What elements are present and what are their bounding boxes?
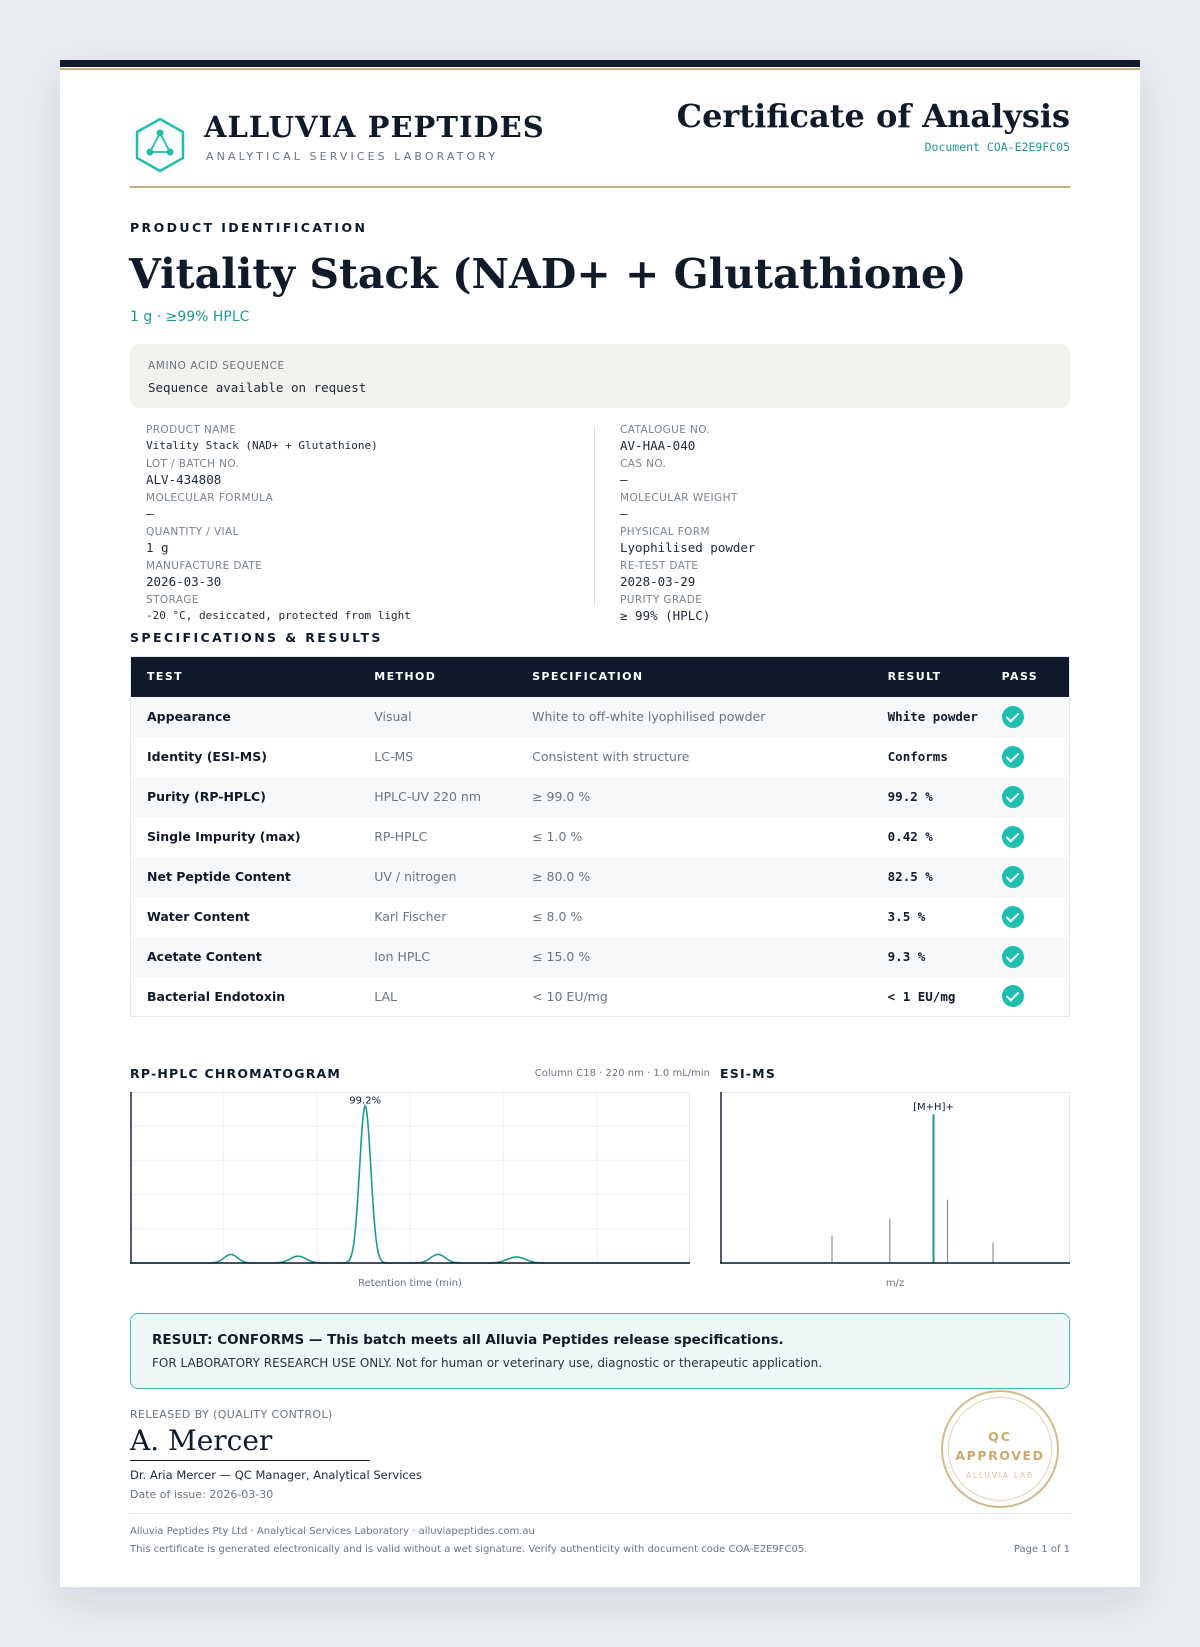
footer-validity-note: This certificate is generated electronically and is valid without a wet signature. Verify authenticity with document code COA-E2E9FC05. xyxy=(130,1544,808,1555)
field-label: STORAGE xyxy=(146,594,199,606)
hplc-chart-title: RP-HPLC CHROMATOGRAM xyxy=(130,1066,342,1081)
document-title: Certificate of Analysis xyxy=(676,97,1070,135)
field-physical-form xyxy=(620,526,1060,556)
check-circle-icon xyxy=(1002,706,1024,728)
check-circle-icon xyxy=(1002,906,1024,928)
cell-result: 82.5 % xyxy=(887,869,933,884)
field-label: MOLECULAR WEIGHT xyxy=(620,492,738,504)
certificate-page xyxy=(60,60,1140,1587)
column-header-result: RESULT xyxy=(887,670,942,684)
cell-pass xyxy=(986,857,1070,897)
cell-method: LAL xyxy=(374,988,398,1004)
cell-pass xyxy=(986,777,1070,817)
section-label-specs: SPECIFICATIONS & RESULTS xyxy=(130,630,383,645)
column-header-method: METHOD xyxy=(374,670,437,684)
cell-method: HPLC-UV 220 nm xyxy=(374,789,481,804)
esims-chart-title: ESI-MS xyxy=(720,1066,777,1081)
cell-specification: ≤ 8.0 % xyxy=(532,909,583,924)
field-purity-grade xyxy=(620,594,1060,624)
issue-date: Date of issue: 2026-03-30 xyxy=(130,1488,274,1501)
field-value: 2028-03-29 xyxy=(620,574,696,589)
field-value: 1 g xyxy=(146,540,169,555)
product-fields xyxy=(130,424,1070,624)
qc-approved-stamp xyxy=(941,1390,1059,1508)
field-value: -20 °C, desiccated, protected from light xyxy=(146,609,411,622)
brand-subtitle: ANALYTICAL SERVICES LABORATORY xyxy=(206,150,499,163)
field-quantity xyxy=(146,526,586,556)
cell-specification: ≤ 15.0 % xyxy=(532,949,591,964)
column-header-pass: PASS xyxy=(1001,670,1039,684)
product-title: Vitality Stack (NAD+ + Glutathione) xyxy=(129,250,967,298)
cell-pass xyxy=(986,697,1070,737)
table-row xyxy=(131,697,1070,737)
table-row xyxy=(131,737,1070,777)
field-lot-number xyxy=(146,458,586,488)
field-label: LOT / BATCH NO. xyxy=(146,458,240,470)
hplc-chromatogram-chart xyxy=(130,1092,690,1264)
cell-test: Water Content xyxy=(147,909,250,924)
cell-test: Appearance xyxy=(147,709,231,724)
cell-test: Bacterial Endotoxin xyxy=(147,988,286,1004)
signature-line xyxy=(130,1460,370,1461)
field-label: MOLECULAR FORMULA xyxy=(146,492,274,504)
product-subtitle: 1 g · ≥99% HPLC xyxy=(130,309,250,325)
field-retest-date xyxy=(620,560,1060,590)
cell-specification: ≥ 99.0 % xyxy=(532,789,591,804)
cell-pass xyxy=(986,897,1070,937)
header-divider xyxy=(130,186,1070,188)
table-row xyxy=(131,977,1070,1017)
cell-test: Identity (ESI-MS) xyxy=(147,749,267,764)
check-circle-icon xyxy=(1002,826,1024,848)
signatory-name: Dr. Aria Mercer — QC Manager, Analytical Services xyxy=(130,1468,422,1482)
field-label: PHYSICAL FORM xyxy=(620,526,710,538)
check-circle-icon xyxy=(1002,985,1024,1007)
table-row xyxy=(131,897,1070,937)
cell-result: 3.5 % xyxy=(887,909,926,924)
sequence-label: AMINO ACID SEQUENCE xyxy=(148,360,285,372)
field-molecular-weight xyxy=(620,492,1060,522)
field-value: 2026-03-30 xyxy=(146,574,222,589)
field-cas-number xyxy=(620,458,1060,488)
cell-method: Karl Fischer xyxy=(374,909,447,924)
check-circle-icon xyxy=(1002,946,1024,968)
cell-result: 0.42 % xyxy=(887,829,933,844)
cell-result: 9.3 % xyxy=(887,949,926,964)
field-label: MANUFACTURE DATE xyxy=(146,560,263,572)
field-value: — xyxy=(620,506,628,521)
cell-result: Conforms xyxy=(887,749,948,764)
research-use-note: FOR LABORATORY RESEARCH USE ONLY. Not for human or veterinary use, diagnostic or therapeutic application. xyxy=(152,1356,823,1370)
check-circle-icon xyxy=(1002,866,1024,888)
cell-pass xyxy=(986,737,1070,777)
cell-method: Visual xyxy=(374,709,412,724)
cell-pass xyxy=(986,817,1070,857)
table-row xyxy=(131,817,1070,857)
field-label: CATALOGUE NO. xyxy=(620,424,711,436)
field-label: PRODUCT NAME xyxy=(146,424,237,436)
field-molecular-formula xyxy=(146,492,586,522)
cell-test: Single Impurity (max) xyxy=(147,829,301,844)
top-gold-line xyxy=(60,68,1140,70)
cell-method: LC-MS xyxy=(374,749,414,764)
stamp-text-lab: ALLUVIA LAB xyxy=(966,1471,1034,1480)
specifications-table xyxy=(130,656,1070,1017)
result-title: RESULT: CONFORMS — This batch meets all Alluvia Peptides release specifications. xyxy=(152,1332,784,1348)
field-manufacture-date xyxy=(146,560,586,590)
page-number: Page 1 of 1 xyxy=(1013,1544,1070,1555)
field-value: ALV-434808 xyxy=(146,472,222,487)
footer-divider xyxy=(130,1513,1070,1514)
hplc-chart-note: Column C18 · 220 nm · 1.0 mL/min xyxy=(534,1068,710,1079)
stamp-text-qc: QC xyxy=(988,1429,1012,1444)
cell-test: Purity (RP-HPLC) xyxy=(147,789,266,804)
field-product-name xyxy=(146,424,586,454)
cell-result: 99.2 % xyxy=(887,789,933,804)
plot-frame xyxy=(721,1093,1070,1264)
table-row xyxy=(131,857,1070,897)
sequence-value: Sequence available on request xyxy=(148,380,367,395)
cell-specification: < 10 EU/mg xyxy=(532,988,608,1004)
table-header-row xyxy=(131,657,1070,697)
cell-test: Acetate Content xyxy=(147,949,262,964)
cell-specification: White to off-white lyophilised powder xyxy=(532,709,766,724)
field-value: ≥ 99% (HPLC) xyxy=(620,608,711,623)
cell-method: UV / nitrogen xyxy=(374,869,457,884)
esims-spectrum-chart xyxy=(720,1092,1070,1264)
cell-specification: ≥ 80.0 % xyxy=(532,869,591,884)
field-value: Vitality Stack (NAD+ + Glutathione) xyxy=(146,439,378,452)
column-header-specification: SPECIFICATION xyxy=(532,670,644,684)
peak-label: 99.2% xyxy=(349,1095,382,1107)
table-row xyxy=(131,777,1070,817)
cell-method: RP-HPLC xyxy=(374,829,428,844)
signature: A. Mercer xyxy=(130,1424,273,1457)
field-value: Lyophilised powder xyxy=(620,540,756,555)
result-conforms-box xyxy=(130,1313,1070,1389)
top-accent-bar xyxy=(60,60,1140,67)
ms-peak-label: [M+H]+ xyxy=(913,1102,954,1114)
field-value: — xyxy=(146,506,154,521)
esims-x-axis-label: m/z xyxy=(885,1278,905,1289)
released-by-label: RELEASED BY (QUALITY CONTROL) xyxy=(130,1408,333,1421)
cell-pass xyxy=(986,977,1070,1017)
field-label: CAS NO. xyxy=(620,458,667,470)
field-value: AV-HAA-040 xyxy=(620,438,696,453)
cell-method: Ion HPLC xyxy=(374,949,431,964)
check-circle-icon xyxy=(1002,746,1024,768)
field-storage xyxy=(146,594,586,624)
section-label-product: PRODUCT IDENTIFICATION xyxy=(130,220,368,235)
cell-test: Net Peptide Content xyxy=(147,869,291,884)
cell-pass xyxy=(986,937,1070,977)
document-code: Document COA-E2E9FC05 xyxy=(924,140,1070,154)
hexagon-molecule-icon xyxy=(134,116,186,174)
field-label: PURITY GRADE xyxy=(620,594,703,606)
sequence-box xyxy=(130,344,1070,408)
cell-specification: Consistent with structure xyxy=(532,749,690,764)
stamp-text-approved: APPROVED xyxy=(955,1448,1045,1463)
brand-name: ALLUVIA PEPTIDES xyxy=(204,110,545,144)
check-circle-icon xyxy=(1002,786,1024,808)
field-label: QUANTITY / VIAL xyxy=(146,526,239,538)
cell-result: < 1 EU/mg xyxy=(887,988,956,1004)
footer-company: Alluvia Peptides Pty Ltd · Analytical Services Laboratory · alluviapeptides.com.au xyxy=(130,1526,535,1537)
hplc-x-axis-label: Retention time (min) xyxy=(358,1278,462,1289)
fields-divider xyxy=(594,426,595,606)
table-row xyxy=(131,937,1070,977)
cell-result: White powder xyxy=(887,709,978,724)
column-header-test: TEST xyxy=(147,670,184,684)
field-value: — xyxy=(620,472,628,487)
field-catalogue-number xyxy=(620,424,1060,454)
cell-specification: ≤ 1.0 % xyxy=(532,829,583,844)
field-label: RE-TEST DATE xyxy=(620,560,699,572)
